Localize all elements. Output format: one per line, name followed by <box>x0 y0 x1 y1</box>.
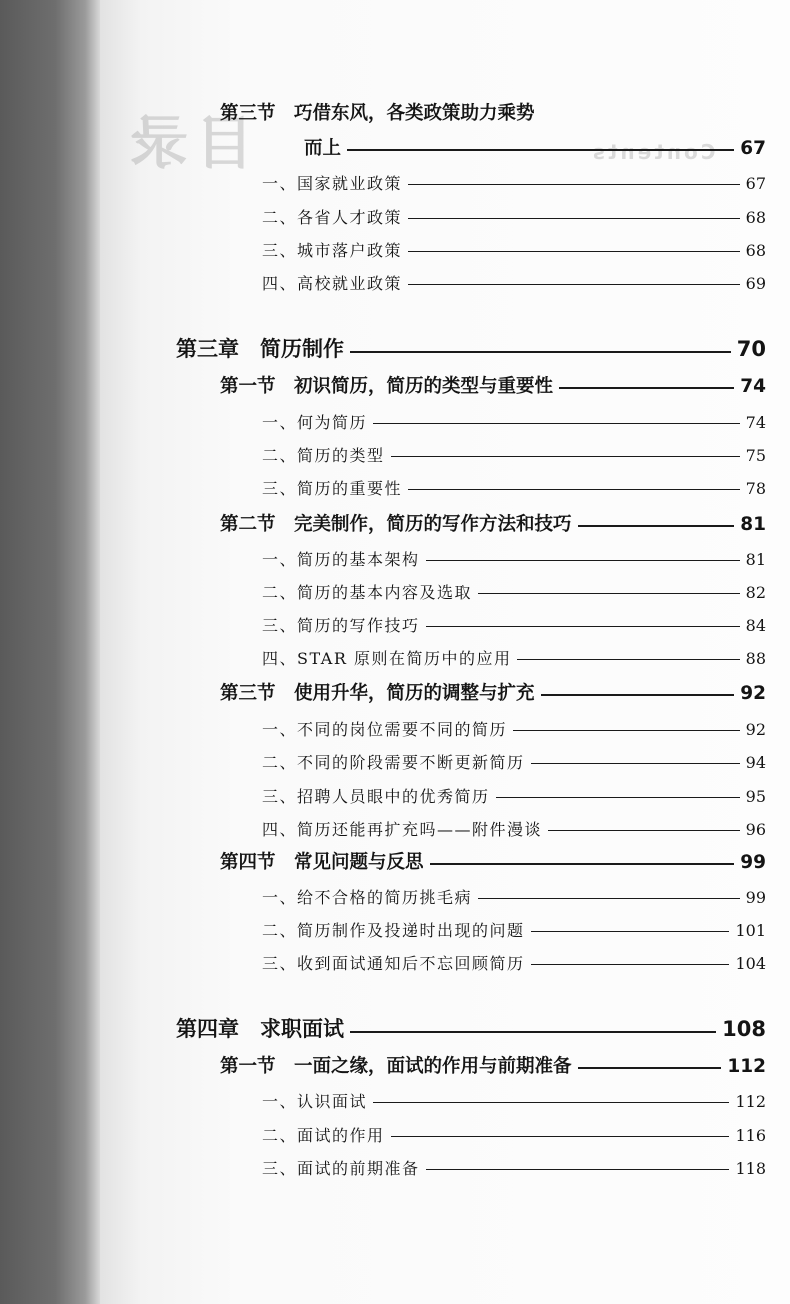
toc-page-number: 112 <box>735 1092 766 1111</box>
toc-item-row <box>262 876 766 906</box>
dot-leader-line <box>426 560 740 561</box>
toc-entry-title: 二、面试的作用 <box>262 1126 385 1145</box>
toc-page-number: 112 <box>727 1055 766 1077</box>
toc-entry-title: 二、简历的类型 <box>262 446 385 465</box>
toc-item-row <box>262 708 766 738</box>
dot-leader-line <box>408 489 740 490</box>
dot-leader-line <box>373 1102 729 1103</box>
dot-leader-line <box>391 456 740 457</box>
dot-leader-line <box>430 863 735 865</box>
toc-entry-title: 二、各省人才政策 <box>262 208 403 227</box>
dot-leader-line <box>548 830 740 831</box>
toc-item-row <box>262 571 766 601</box>
toc-entry-title: 三、招聘人员眼中的优秀简历 <box>262 787 490 806</box>
toc-page-number: 92 <box>740 682 766 704</box>
toc-page-number: 68 <box>745 241 766 260</box>
dot-leader-line <box>373 423 740 424</box>
toc-entry-title: 一、认识面试 <box>262 1092 368 1111</box>
toc-entry-title: 第三节 巧借东风，各类政策助力乘势 <box>220 102 535 124</box>
toc-page-number: 67 <box>740 137 766 159</box>
toc-page-number: 81 <box>745 550 766 569</box>
toc-item-row <box>262 1080 766 1110</box>
dot-leader-line <box>347 149 734 151</box>
toc-item-row <box>262 538 766 568</box>
toc-page-number: 67 <box>745 174 766 193</box>
toc-item-row <box>262 775 766 805</box>
toc-entry-title: 二、简历制作及投递时出现的问题 <box>262 921 525 940</box>
toc-entry-title: 二、简历的基本内容及选取 <box>262 583 473 602</box>
dot-leader-line <box>517 659 739 660</box>
toc-entry-title: 第四节 常见问题与反思 <box>220 851 424 873</box>
toc-entry-title: 第一节 一面之缘，面试的作用与前期准备 <box>220 1055 572 1077</box>
toc-entry-title: 一、简历的基本架构 <box>262 550 420 569</box>
toc-entry-title: 四、高校就业政策 <box>262 274 403 293</box>
toc-page-number: 69 <box>745 274 766 293</box>
toc-item-row <box>262 1147 766 1177</box>
toc-page-number: 88 <box>745 649 766 668</box>
dot-leader-line <box>496 797 740 798</box>
toc-entry-title: 第一节 初识简历，简历的类型与重要性 <box>220 375 554 397</box>
toc-page-number: 99 <box>745 888 766 907</box>
toc-entry-title: 一、给不合格的简历挑毛病 <box>262 888 473 907</box>
toc-item-row <box>262 909 766 939</box>
toc-entry-title: 三、城市落户政策 <box>262 241 403 260</box>
toc-entry-title: 四、STAR 原则在简历中的应用 <box>262 649 512 668</box>
toc-entry-title: 一、国家就业政策 <box>262 174 403 193</box>
toc-page-number: 92 <box>745 720 766 739</box>
dot-leader-line <box>478 593 740 594</box>
toc-page-number: 82 <box>745 583 766 602</box>
toc-item-row <box>262 467 766 497</box>
toc-page-number: 68 <box>745 208 766 227</box>
toc-page-number: 70 <box>736 337 766 361</box>
toc-title-only-row <box>220 93 766 123</box>
dot-leader-line <box>559 387 734 389</box>
toc-entry-title: 三、简历的重要性 <box>262 479 403 498</box>
toc-page-number: 118 <box>735 1159 766 1178</box>
toc-item-row <box>262 229 766 259</box>
toc-section-row <box>220 842 766 872</box>
dot-leader-line <box>350 1031 716 1033</box>
toc-item-row <box>262 262 766 292</box>
dot-leader-line <box>531 931 730 932</box>
toc-entry-title: 二、不同的阶段需要不断更新简历 <box>262 753 525 772</box>
toc-page-number: 75 <box>745 446 766 465</box>
dot-leader-line <box>408 184 740 185</box>
toc-cont-row <box>304 128 766 158</box>
toc-entry-title: 而上 <box>304 137 342 159</box>
dot-leader-line <box>531 763 740 764</box>
toc-page-number: 101 <box>735 921 766 940</box>
dot-leader-line <box>513 730 740 731</box>
toc-item-row <box>262 1114 766 1144</box>
toc-entry-title: 第四章 求职面试 <box>176 1017 344 1041</box>
toc-item-row <box>262 637 766 667</box>
dot-leader-line <box>408 218 740 219</box>
toc-entry-title: 三、简历的写作技巧 <box>262 616 420 635</box>
toc-item-row <box>262 604 766 634</box>
dot-leader-line <box>350 351 731 353</box>
toc-page-number: 95 <box>745 787 766 806</box>
toc-section-row <box>220 504 766 534</box>
dot-leader-line <box>408 251 740 252</box>
dot-leader-line <box>541 694 735 696</box>
dot-leader-line <box>426 626 740 627</box>
toc-entry-title: 第二节 完美制作，简历的写作方法和技巧 <box>220 513 572 535</box>
toc-item-row <box>262 401 766 431</box>
toc-chapter-row <box>176 330 766 360</box>
toc-entry-title: 第三章 简历制作 <box>176 337 344 361</box>
toc-entry-title: 三、收到面试通知后不忘回顾简历 <box>262 954 525 973</box>
toc-page-number: 81 <box>740 513 766 535</box>
toc-entry-title: 一、不同的岗位需要不同的简历 <box>262 720 508 739</box>
dot-leader-line <box>408 284 740 285</box>
toc-item-row <box>262 942 766 972</box>
toc-entry-title: 四、简历还能再扩充吗——附件漫谈 <box>262 820 543 839</box>
dot-leader-line <box>478 898 740 899</box>
toc-page-number: 116 <box>735 1126 766 1145</box>
toc-item-row <box>262 196 766 226</box>
toc-page-number: 99 <box>740 851 766 873</box>
dot-leader-line <box>531 964 730 965</box>
toc-page-number: 74 <box>745 413 766 432</box>
toc-item-row <box>262 808 766 838</box>
toc-page-number: 84 <box>745 616 766 635</box>
toc-entry-title: 一、何为简历 <box>262 413 368 432</box>
dot-leader-line <box>391 1136 730 1137</box>
toc-item-row <box>262 434 766 464</box>
toc-entry-title: 三、面试的前期准备 <box>262 1159 420 1178</box>
toc-section-row <box>220 366 766 396</box>
toc-page-number: 78 <box>745 479 766 498</box>
toc-item-row <box>262 741 766 771</box>
toc-page-number: 108 <box>722 1017 766 1041</box>
bleed-through-subtitle: Contents <box>590 140 716 164</box>
dot-leader-line <box>578 1067 722 1069</box>
toc-page-number: 94 <box>745 753 766 772</box>
toc-section-row <box>220 1046 766 1076</box>
bleed-through-title: 目录 <box>122 109 255 177</box>
toc-section-row <box>220 673 766 703</box>
toc-page-number: 74 <box>740 375 766 397</box>
toc-page-number: 104 <box>735 954 766 973</box>
toc-page-number: 96 <box>745 820 766 839</box>
toc-chapter-row <box>176 1010 766 1040</box>
dot-leader-line <box>426 1169 730 1170</box>
toc-item-row <box>262 162 766 192</box>
dot-leader-line <box>578 525 735 527</box>
toc-entry-title: 第三节 使用升华，简历的调整与扩充 <box>220 682 535 704</box>
